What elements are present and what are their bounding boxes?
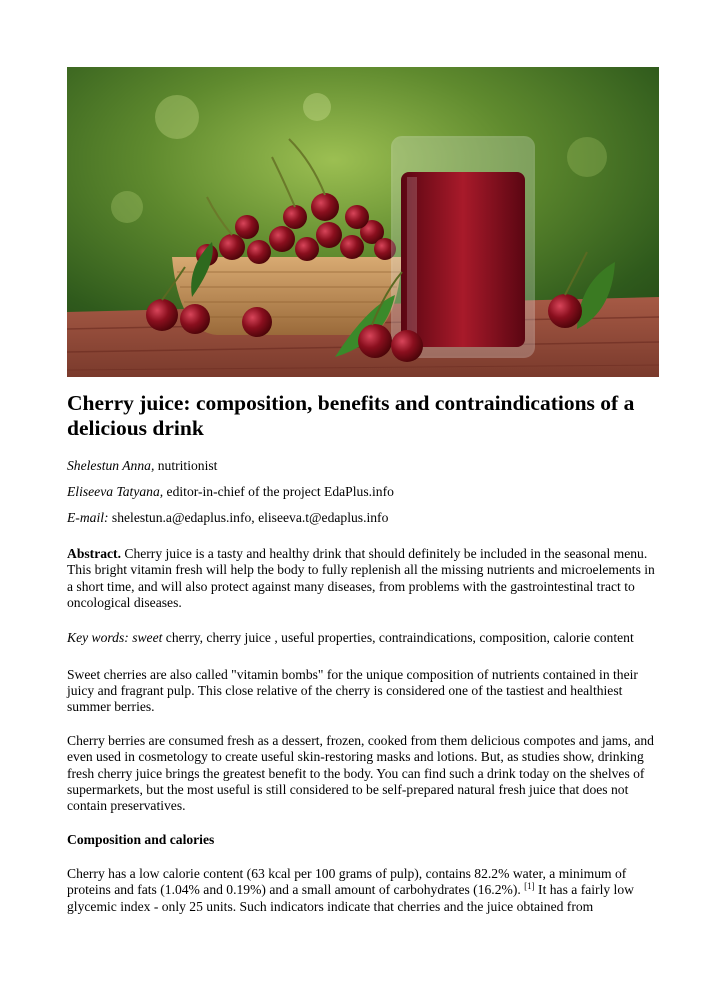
email-addresses: shelestun.a@edaplus.info, eliseeva.t@edaplus.info — [108, 510, 389, 525]
section-text-before: Cherry has a low calorie content (63 kcal per 100 grams of pulp), contains 82.2% water, a minimum of proteins and fats (1.04% and 0.19%) and a small amount of carbohydrates (16.2%). — [67, 865, 627, 898]
abstract-text: Cherry juice is a tasty and healthy drink that should definitely be included in the seasonal menu. This bright vitamin fresh will help the body to fully replenish all the missing nutrients and microelements in a short time, and will also protect against many diseases, from problems with the gastrointestinal tract to oncological diseases. — [67, 546, 655, 611]
keywords — [67, 629, 659, 646]
section-text-after: It has a fairly low glycemic index - only 25 units. Such indicators indicate that cherries and the juice obtained from — [67, 882, 634, 914]
author-name: Shelestun Anna, — [67, 458, 155, 473]
citation-link[interactable]: [1] — [524, 881, 535, 892]
section-paragraph — [67, 866, 659, 915]
article-body — [67, 391, 659, 932]
section-heading: Composition and calories — [67, 831, 215, 847]
abstract — [67, 546, 659, 612]
author-line-1 — [67, 458, 659, 474]
article-title: Cherry juice: composition, benefits and contraindications of a delicious drink — [67, 391, 635, 440]
email-label: E-mail: — [67, 510, 109, 525]
author-name: Eliseeva Tatyana, — [67, 484, 164, 499]
keywords-label: Key words: sweet — [67, 629, 163, 645]
keywords-text: cherry, cherry juice , useful properties, contraindications, composition, calorie content — [162, 629, 634, 645]
author-role: nutritionist — [154, 458, 218, 473]
abstract-label: Abstract. — [67, 546, 121, 561]
author-line-2 — [67, 484, 659, 500]
author-role: editor-in-chief of the project EdaPlus.info — [163, 484, 394, 499]
hero-photo-cherry-juice — [67, 67, 659, 377]
body-paragraph: Cherry berries are consumed fresh as a dessert, frozen, cooked from them delicious compotes and jams, and even used in cosmetology to create useful skin-restoring masks and lotions. But, as studies show, drinking fresh cherry juice brings the greatest benefit to the body. You can find such a drink today on the shelves of supermarkets, but the most useful is still considered to be self-prepared natural fresh juice that does not contain preservatives. — [67, 732, 654, 814]
body-paragraph: Sweet cherries are also called "vitamin bombs" for the unique composition of nutrients contained in their juicy and fragrant pulp. This close relative of the cherry is considered one of the tastiest and healthiest summer berries. — [67, 666, 638, 715]
email-line — [67, 510, 659, 526]
